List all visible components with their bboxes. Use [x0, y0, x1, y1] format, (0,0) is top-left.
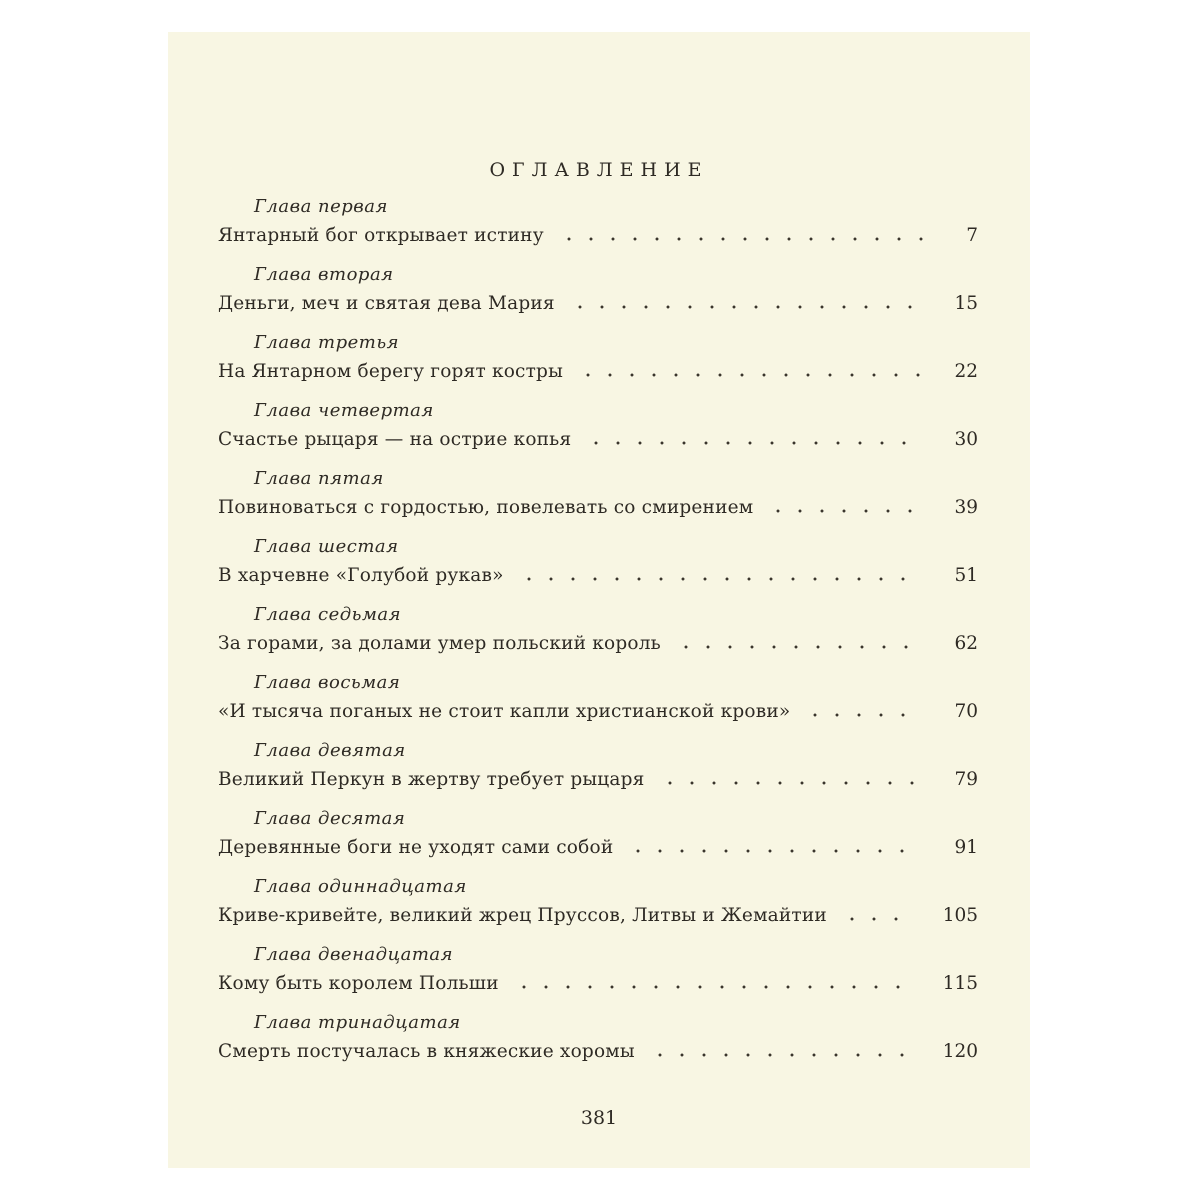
toc-line	[218, 497, 978, 523]
toc-entry	[218, 808, 978, 870]
chapter-label: Глава тринадцатая	[254, 1012, 461, 1033]
chapter-page-number: 39	[954, 497, 978, 518]
chapter-label: Глава одиннадцатая	[254, 876, 467, 897]
dot-leader	[675, 645, 917, 649]
chapter-title: Счастье рыцаря — на острие копья	[218, 429, 572, 450]
chapter-title: Деревянные боги не уходят сами собой	[218, 837, 614, 858]
toc-entry	[218, 1012, 978, 1074]
toc-line	[218, 769, 978, 795]
chapter-page-number: 105	[942, 905, 978, 926]
chapter-title: Криве-кривейте, великий жрец Пруссов, Литвы и Жемайтии	[218, 905, 827, 926]
toc-line	[218, 837, 978, 863]
dot-leader	[585, 441, 915, 445]
toc-heading: ОГЛАВЛЕНИЕ	[489, 159, 709, 181]
toc-entry	[218, 604, 978, 666]
toc-line	[218, 361, 978, 387]
dot-leader	[659, 781, 923, 785]
chapter-label: Глава седьмая	[254, 604, 402, 625]
chapter-title: Кому быть королем Польши	[218, 973, 499, 994]
chapter-title: Великий Перкун в жертву требует рыцаря	[218, 769, 645, 790]
chapter-label: Глава пятая	[254, 468, 384, 489]
book-page	[168, 32, 1030, 1168]
chapter-title: Смерть постучалась в княжеские хоромы	[218, 1041, 635, 1062]
dot-leader	[804, 713, 914, 717]
dot-leader	[513, 985, 909, 989]
chapter-label: Глава восьмая	[254, 672, 401, 693]
chapter-title: В харчевне «Голубой рукав»	[218, 565, 504, 586]
chapter-page-number: 30	[954, 429, 978, 450]
chapter-title: Янтарный бог открывает истину	[218, 225, 544, 246]
chapter-page-number: 70	[954, 701, 978, 722]
chapter-label: Глава десятая	[254, 808, 406, 829]
chapter-page-number: 91	[954, 837, 978, 858]
chapter-page-number: 79	[954, 769, 978, 790]
toc-line	[218, 225, 978, 251]
chapter-label: Глава двенадцатая	[254, 944, 454, 965]
chapter-title: «И тысяча поганых не стоит капли христианской крови»	[218, 701, 791, 722]
toc-entry	[218, 264, 978, 326]
toc-line	[218, 293, 978, 319]
toc-entry	[218, 672, 978, 734]
chapter-title: Повиноваться с гордостью, повелевать со смирением	[218, 497, 754, 518]
dot-leader	[577, 373, 929, 377]
toc-entry	[218, 944, 978, 1006]
toc-line	[218, 701, 978, 727]
chapter-page-number: 7	[966, 225, 978, 246]
toc-entry	[218, 876, 978, 938]
toc-line	[218, 429, 978, 455]
toc-line	[218, 905, 978, 931]
toc-line	[218, 633, 978, 659]
chapter-page-number: 115	[942, 973, 978, 994]
chapter-label: Глава девятая	[254, 740, 406, 761]
toc-line	[218, 1041, 978, 1067]
chapter-label: Глава третья	[254, 332, 400, 353]
dot-leader	[767, 509, 921, 513]
chapter-label: Глава вторая	[254, 264, 394, 285]
chapter-page-number: 120	[942, 1041, 978, 1062]
dot-leader	[569, 305, 921, 309]
chapter-page-number: 62	[954, 633, 978, 654]
chapter-title: На Янтарном берегу горят костры	[218, 361, 564, 382]
chapter-title: Деньги, меч и святая дева Мария	[218, 293, 555, 314]
chapter-page-number: 15	[954, 293, 978, 314]
chapter-label: Глава шестая	[254, 536, 399, 557]
dot-leader	[627, 849, 913, 853]
dot-leader	[558, 237, 932, 241]
chapter-page-number: 22	[954, 361, 978, 382]
toc-entry	[218, 196, 978, 258]
toc-entry	[218, 332, 978, 394]
toc-line	[218, 565, 978, 591]
toc-entry	[218, 400, 978, 462]
toc-entry	[218, 468, 978, 530]
toc-line	[218, 973, 978, 999]
toc-entry	[218, 740, 978, 802]
toc-entry	[218, 536, 978, 598]
dot-leader	[649, 1053, 913, 1057]
dot-leader	[841, 917, 907, 921]
page-number: 381	[580, 1107, 618, 1129]
chapter-label: Глава первая	[254, 196, 388, 217]
chapter-title: За горами, за долами умер польский король	[218, 633, 661, 654]
chapter-page-number: 51	[954, 565, 978, 586]
toc-list	[168, 32, 1030, 1168]
dot-leader	[518, 577, 914, 581]
chapter-label: Глава четвертая	[254, 400, 434, 421]
